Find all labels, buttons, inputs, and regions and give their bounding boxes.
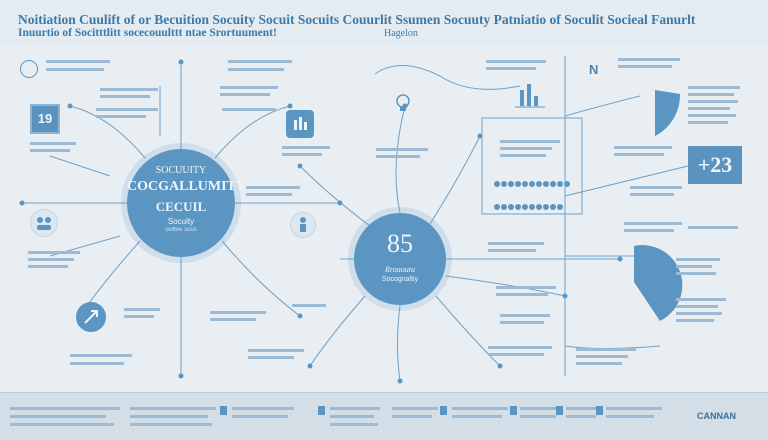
page-title: Noitiation Cuulift of or Becuition Socuity Socuit Socuits Couurlit Ssumen Socuuty Patniatio of Soculit Socieal Fanurlt: [18, 12, 696, 27]
hub-right: [354, 213, 446, 305]
connector-line: [565, 166, 688, 196]
hub-right-line2: Socognaltiy: [381, 276, 419, 283]
connector-curve: [396, 106, 405, 213]
hub-left-line4: Socuity: [167, 217, 195, 226]
connector-curve: [440, 76, 520, 89]
growth-arrow-icon: [76, 302, 106, 332]
people-icon: [30, 209, 58, 237]
footer-text-placeholders: [0, 393, 680, 440]
header: [0, 0, 768, 46]
header-aside-label: Hagelon: [384, 28, 418, 39]
hub-left-line5: selltee sous: [165, 227, 197, 233]
footer: [0, 392, 768, 440]
connector-curve: [430, 136, 480, 224]
chart-icon: [286, 110, 314, 138]
bar-chart-icon: [515, 84, 545, 107]
diagram-stage: [0, 46, 768, 392]
hub-left: [127, 149, 247, 257]
pie-wedge-bottom: [634, 245, 682, 321]
figure-icon: [290, 212, 316, 238]
page-subtitle: Inuurtio of Socitttlitt socecouulttt ntae Srortuument!: [18, 27, 277, 39]
connector-curve: [215, 106, 290, 158]
number-badge: 19: [30, 104, 60, 134]
bracket-box: [482, 118, 582, 214]
hub-left-line2: COCGALLUMITY: [127, 179, 247, 194]
connector-line: [50, 156, 110, 176]
connector-curve: [70, 106, 145, 158]
pie-wedge-top: [655, 90, 680, 136]
hub-right-value: 85: [387, 229, 413, 258]
connector-curve: [565, 96, 640, 116]
hub-right-line1: Rroaoutu: [385, 265, 415, 274]
footer-brand: CANNAN: [697, 411, 736, 421]
connector-curve: [375, 65, 440, 76]
number-badge-right: +23: [688, 146, 742, 184]
hub-left-line3: CECUIL: [155, 199, 207, 214]
connector-curve: [222, 241, 300, 316]
lightbulb-icon: [392, 92, 414, 114]
hub-left-line1: SOCUUITY: [155, 165, 207, 176]
corner-letter: N: [589, 62, 599, 77]
globe-icon: [20, 60, 38, 78]
connector-curve: [398, 305, 401, 381]
